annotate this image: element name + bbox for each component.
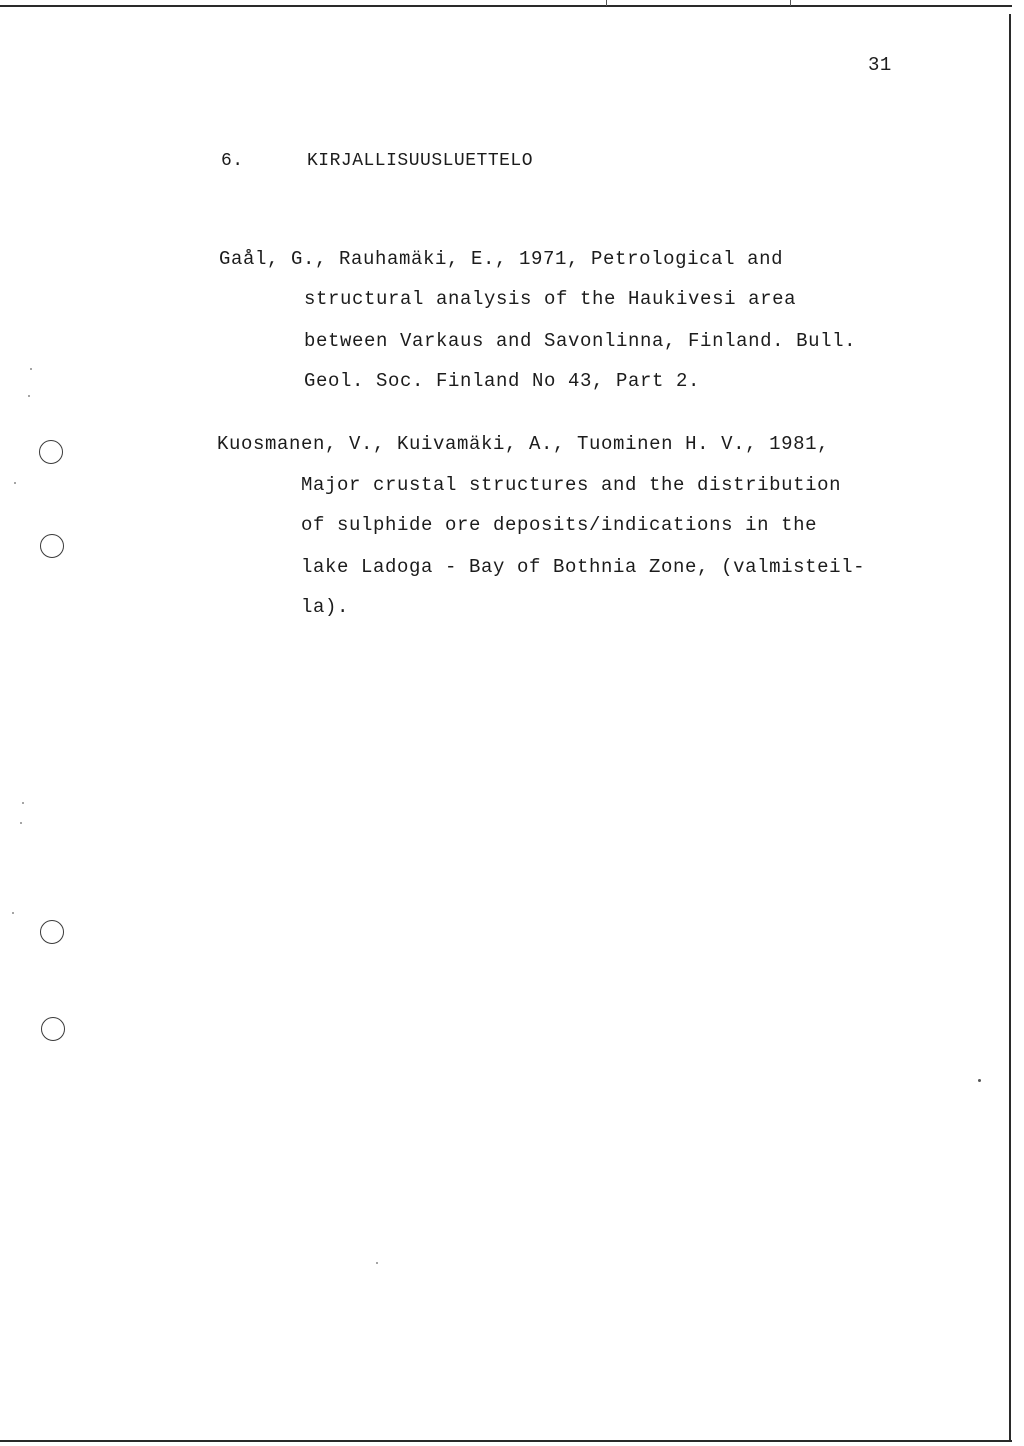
scan-speck [22, 802, 24, 804]
reference-line: Kuosmanen, V., Kuivamäki, A., Tuominen H. V., 1981, [217, 433, 830, 455]
section-number: 6. [221, 151, 244, 171]
page-border-bottom [0, 1440, 1012, 1442]
scan-speck [20, 822, 22, 824]
scan-speck [12, 912, 14, 914]
punch-hole [40, 920, 64, 944]
section-title: KIRJALLISUUSLUETTELO [307, 151, 534, 171]
reference-line: Gaål, G., Rauhamäki, E., 1971, Petrological and [219, 248, 784, 270]
reference-line: la). [301, 596, 350, 618]
reference-line: lake Ladoga - Bay of Bothnia Zone, (valmisteil- [301, 556, 866, 578]
section-heading [221, 151, 533, 171]
scan-speck [28, 395, 30, 397]
reference-line: Geol. Soc. Finland No 43, Part 2. [304, 370, 701, 392]
page-border-tick [790, 0, 791, 6]
page-border-top [0, 5, 1012, 7]
punch-hole [39, 440, 63, 464]
reference-line: between Varkaus and Savonlinna, Finland. Bull. [304, 330, 857, 352]
reference-line: Major crustal structures and the distribution [301, 474, 842, 496]
page-border-tick [606, 0, 607, 6]
punch-hole [40, 534, 64, 558]
scan-speck [978, 1079, 981, 1082]
reference-line: structural analysis of the Haukivesi area [304, 288, 797, 310]
scan-speck [376, 1262, 378, 1264]
scan-speck [14, 482, 16, 484]
reference-line: of sulphide ore deposits/indications in the [301, 514, 818, 536]
page-border-right [1009, 14, 1011, 1442]
scan-speck [30, 368, 32, 370]
page-number: 31 [868, 54, 892, 76]
punch-hole [41, 1017, 65, 1041]
